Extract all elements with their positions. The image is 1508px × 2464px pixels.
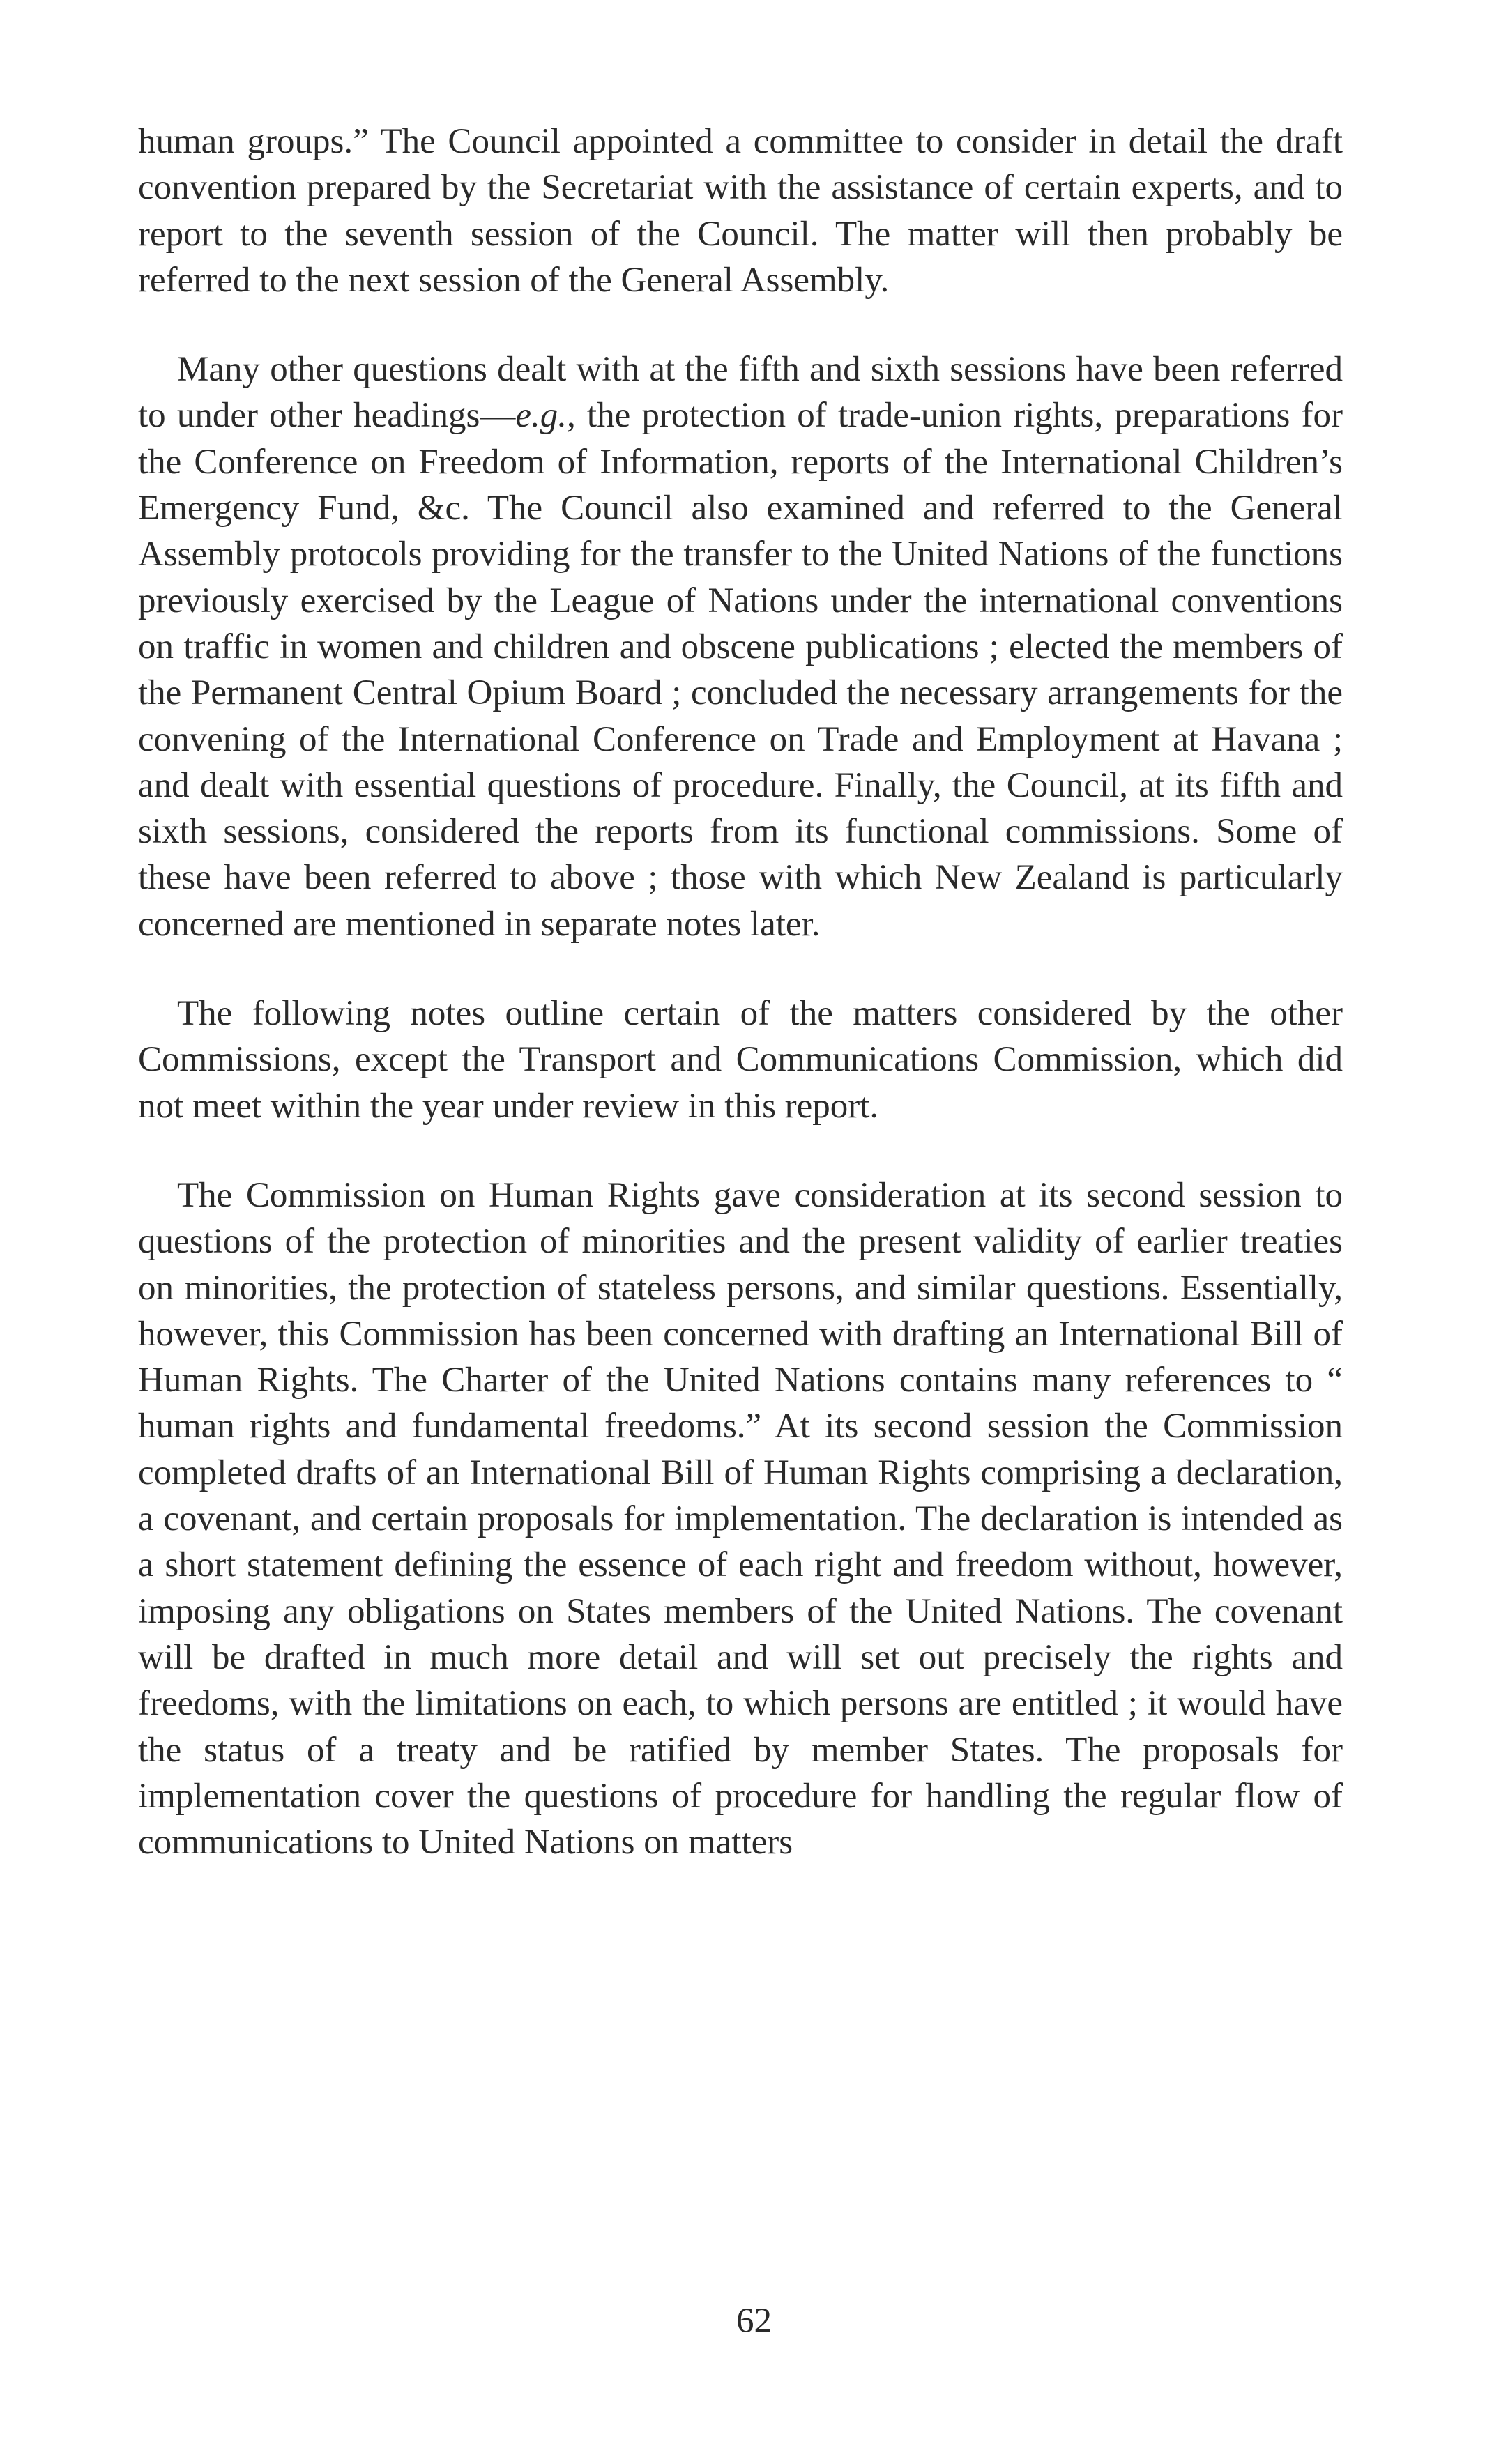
document-page [138, 118, 1343, 1865]
page-number: 62 [736, 2302, 772, 2341]
paragraph-council-committee: human groups.” The Council appointed a committee to consider in detail the draft convention prepared by the Secretariat with the assistance of certain experts, and to report to the seventh session of the Council. The matter will then probably be referred to the next session of the General Assembly. [138, 122, 1343, 300]
paragraph-commissions-notes: The following notes outline certain of the matters considered by the other Commissions, except the Transport and Communications Commission, which did not meet within the year under review in this report. [138, 994, 1343, 1126]
paragraph-other-questions-part-1: Many other questions dealt with at the fifth and sixth sessions have been referred to under other headings— [138, 350, 1343, 436]
paragraph-other-questions-part-2: , the protection of trade-union rights, preparations for the Conference on Freedom of Information, reports of the International Children’s Emergency Fund, &c. The Council also examined and referred to the General Assembly protocols providing for the transfer to the United Nations of the functions previously exercised by the League of Nations under the international conventions on traffic in women and children and obscene publications ; elected the members of the Permanent Central Opium Board ; concluded the necessary arrangements for the convening of the International Conference on Trade and Employment at Havana ; and dealt with essential questions of procedure. Finally, the Council, at its fifth and sixth sessions, considered the reports from its functional commissions. Some of these have been referred to above ; those with which New Zealand is particularly concerned are mentioned in separate notes later. [138, 396, 1343, 944]
paragraph-other-questions-eg: e.g. [515, 396, 567, 436]
paragraph-human-rights: The Commission on Human Rights gave consideration at its second session to questions of the protection of minorities and the present validity of earlier treaties on minorities, the protection of stateless persons, and similar questions. Essentially, however, this Commission has been concerned with drafting an International Bill of Human Rights. The Charter of the United Nations contains many references to “ human rights and fundamental freedoms.” At its second session the Commission completed drafts of an International Bill of Human Rights comprising a declaration, a covenant, and certain proposals for implementation. The declaration is intended as a short statement defining the essence of each right and freedom without, however, imposing any obligations on States members of the United Nations. The covenant will be drafted in much more detail and will set out precisely the rights and freedoms, with the limitations on each, to which persons are entitled ; it would have the status of a treaty and be ratified by member States. The proposals for implementation cover the questions of procedure for handling the regular flow of communications to United Nations on matters [138, 1175, 1343, 1862]
paragraph-other-questions [138, 346, 1343, 947]
